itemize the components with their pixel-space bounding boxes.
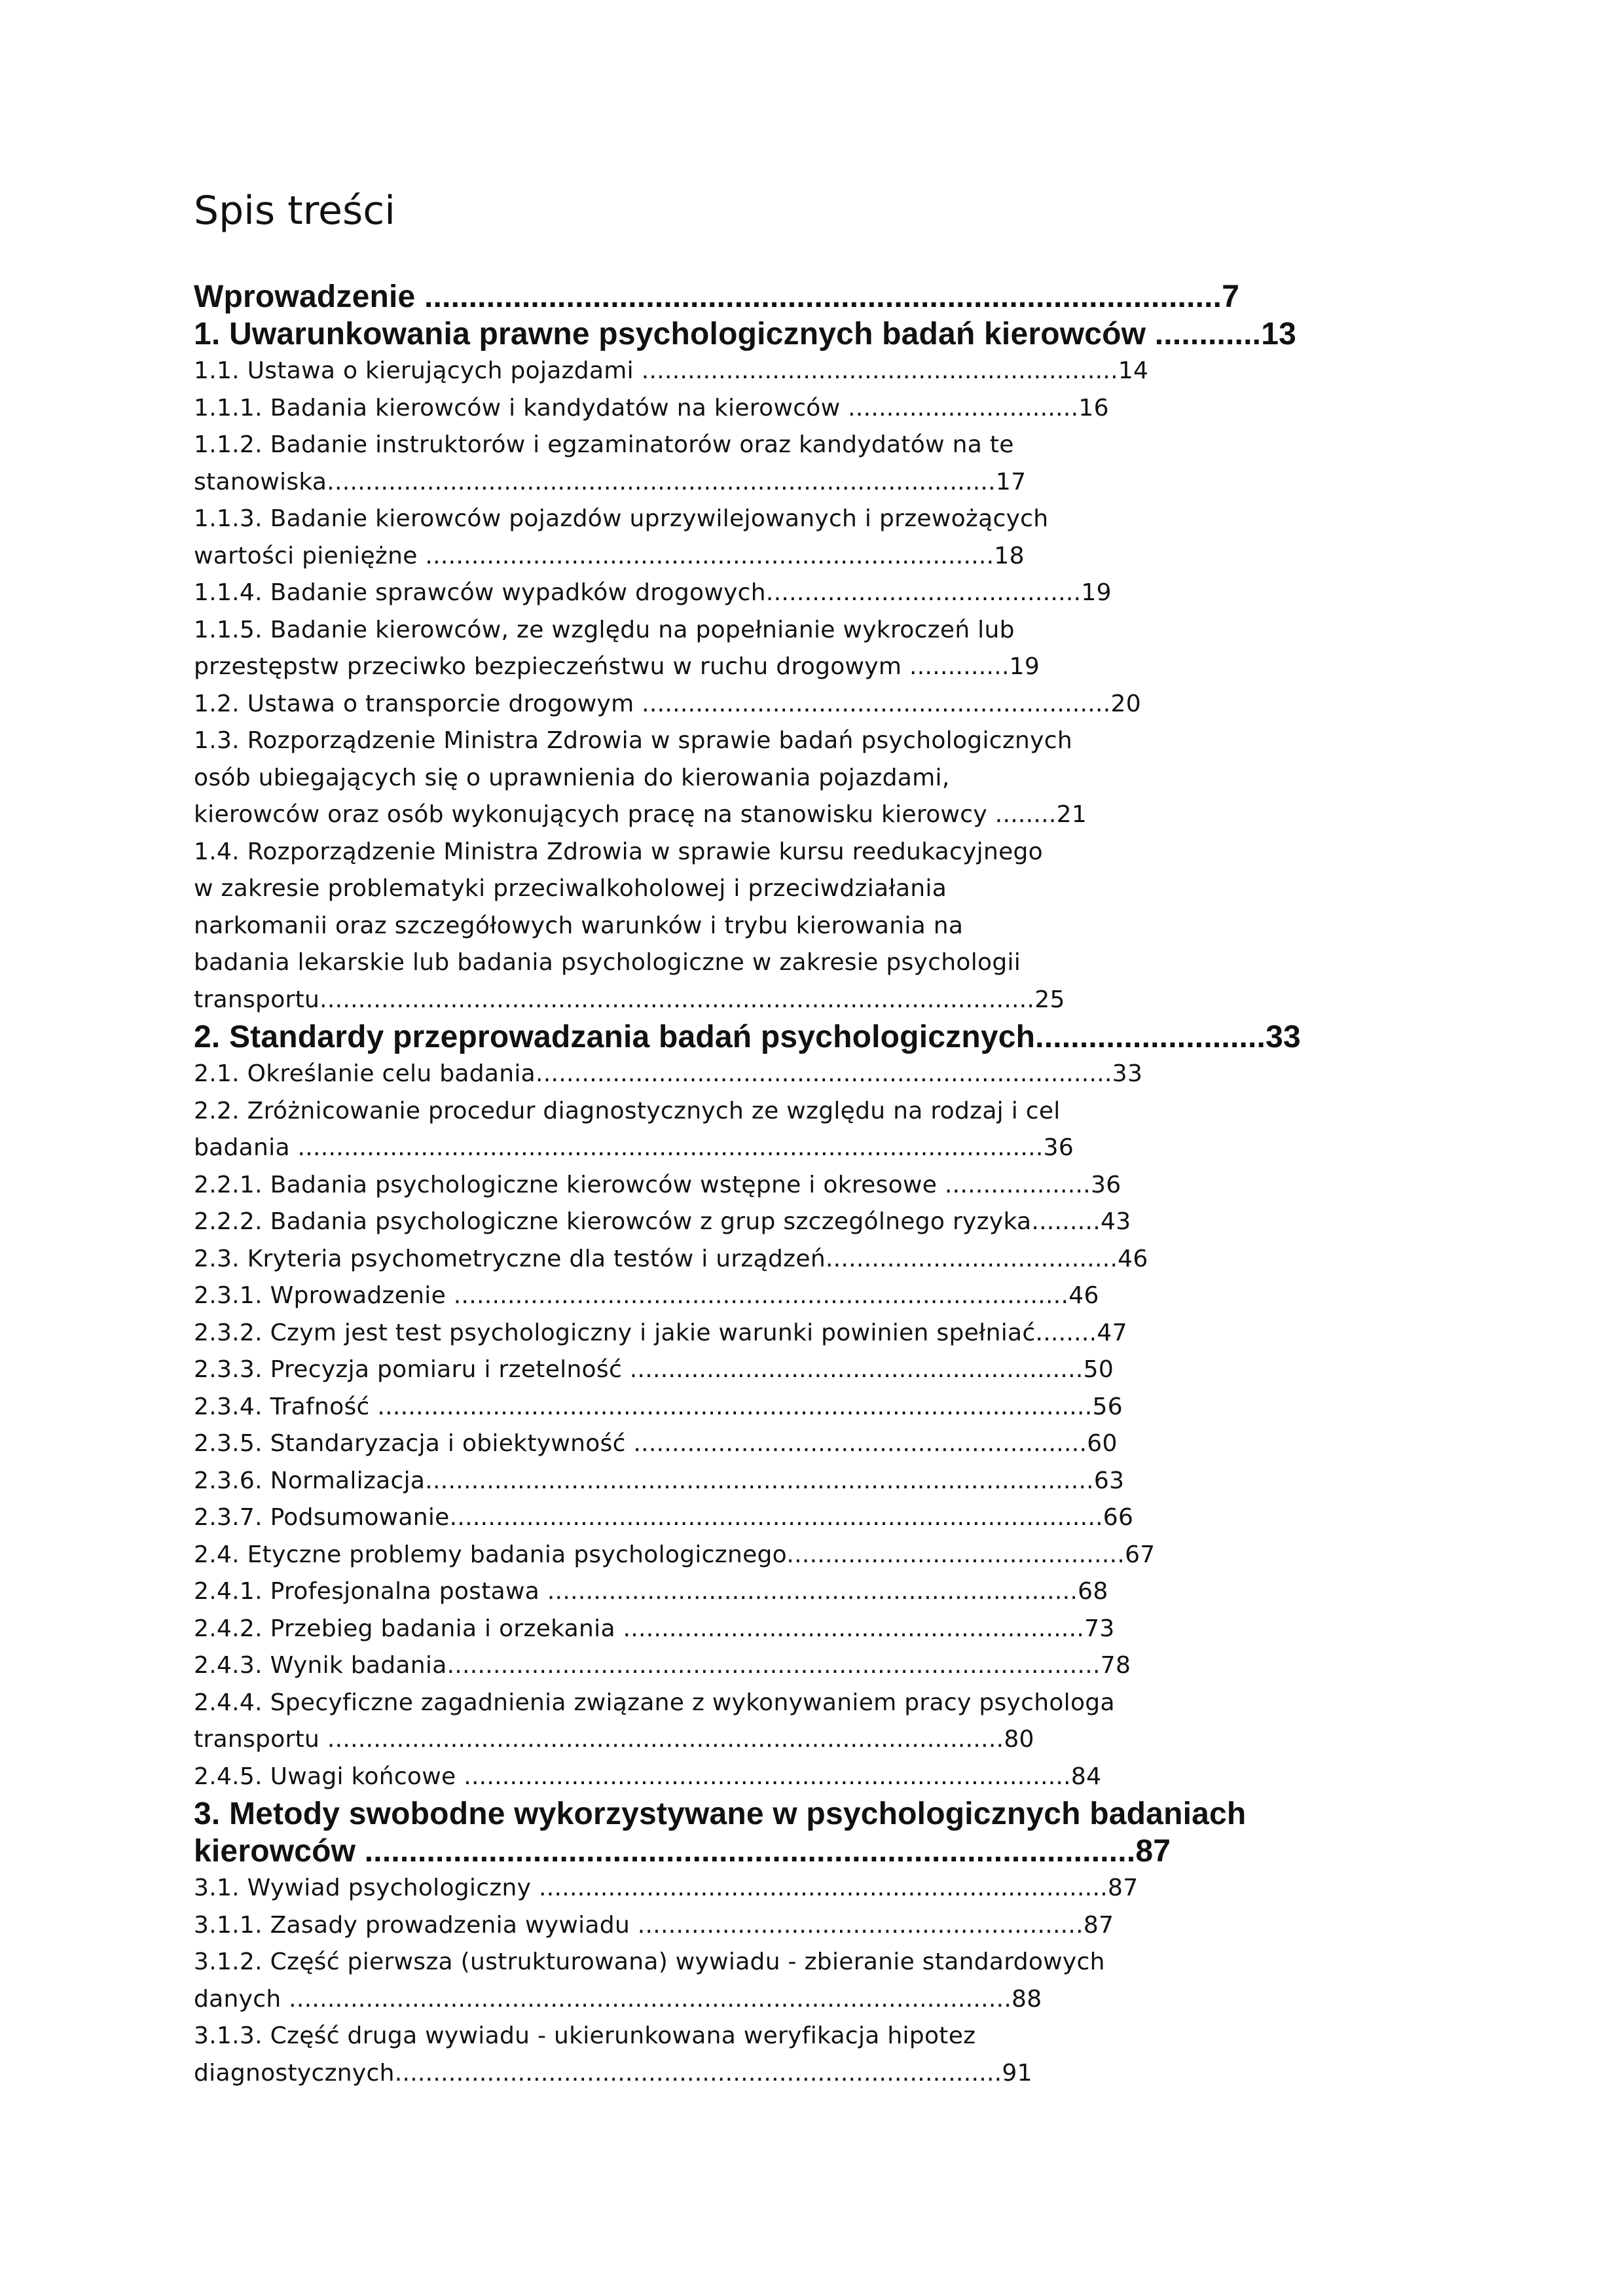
toc-entry-line: 2.4.2. Przebieg badania i orzekania ............................................................73 [194,1615,1115,1642]
toc-section-entry [194,1907,1372,1945]
toc-entry-line: 2. Standardy przeprowadzania badań psychologicznych..........................33 [194,1020,1301,1054]
toc-entry-line: 1.1.5. Badanie kierowców, ze względu na popełnianie wykroczeń lub [194,616,1015,643]
toc-section-entry [194,612,1372,686]
toc-entry-line: 3.1.2. Część pierwsza (ustrukturowana) wywiadu - zbieranie standardowych [194,1948,1105,1975]
table-of-contents [194,278,1372,2092]
toc-section-entry [194,427,1372,501]
toc-entry-line: 2.3.2. Czym jest test psychologiczny i jakie warunki powinien spełniać........47 [194,1319,1127,1346]
toc-section-entry [194,1499,1372,1537]
toc-section-entry [194,1463,1372,1500]
toc-entry-line: 2.3.7. Podsumowanie.....................................................................................66 [194,1504,1134,1531]
toc-section-entry [194,1944,1372,2018]
toc-entry-line: 2.4.4. Specyficzne zagadnienia związane z wykonywaniem pracy psychologa [194,1689,1115,1716]
toc-section-entry [194,390,1372,427]
toc-entry-line: transportu ........................................................................................80 [194,1726,1034,1753]
toc-section-entry [194,353,1372,390]
toc-entry-line: diagnostycznych...............................................................................91 [194,2059,1032,2087]
toc-entry-line: 3.1.3. Część druga wywiadu - ukierunkowana weryfikacja hipotez [194,2022,976,2049]
toc-section-entry [194,1759,1372,1796]
toc-entry-line: 1.4. Rozporządzenie Ministra Zdrowia w sprawie kursu reedukacyjnego [194,838,1044,865]
toc-section-entry [194,2018,1372,2092]
toc-entry-line: wartości pieniężne ..........................................................................18 [194,542,1025,569]
toc-entry-line: 3.1. Wywiad psychologiczny ..........................................................................87 [194,1874,1139,1901]
toc-entry-line: badania lekarskie lub badania psychologiczne w zakresie psychologii [194,949,1021,976]
toc-section-entry [194,1204,1372,1241]
toc-entry-line: 1.3. Rozporządzenie Ministra Zdrowia w sprawie badań psychologicznych [194,727,1072,754]
toc-section-entry [194,575,1372,612]
toc-section-entry [194,1870,1372,1907]
toc-chapter-entry [194,278,1372,315]
toc-entry-line: 2.2.1. Badania psychologiczne kierowców wstępne i okresowe ...................36 [194,1171,1122,1198]
toc-entry-line: 2.3.3. Precyzja pomiaru i rzetelność ...........................................................50 [194,1356,1114,1383]
toc-entry-line: 1.1.4. Badanie sprawców wypadków drogowych.........................................19 [194,579,1112,606]
toc-entry-line: 2.3.6. Normalizacja.......................................................................................63 [194,1467,1125,1494]
toc-title: Spis treści [194,188,395,234]
toc-section-entry [194,1389,1372,1426]
toc-entry-line: przestępstw przeciwko bezpieczeństwu w ruchu drogowym .............19 [194,653,1040,680]
toc-entry-line: 2.2. Zróżnicowanie procedur diagnostycznych ze względu na rodzaj i cel [194,1097,1061,1124]
toc-section-entry [194,1352,1372,1389]
toc-section-entry [194,834,1372,1019]
toc-section-entry [194,1093,1372,1167]
toc-entry-line: 1. Uwarunkowania prawne psychologicznych badań kierowców ............13 [194,317,1296,351]
toc-chapter-entry [194,1018,1372,1056]
toc-entry-line: 2.2.2. Badania psychologiczne kierowców z grup szczególnego ryzyka.........43 [194,1208,1131,1235]
toc-entry-line: 2.3.5. Standaryzacja i obiektywność ...........................................................60 [194,1430,1118,1457]
toc-entry-line: Wprowadzenie ..........................................................................................7 [194,279,1240,314]
toc-section-entry [194,1685,1372,1759]
toc-section-entry [194,501,1372,575]
toc-entry-line: 2.4.3. Wynik badania.....................................................................................78 [194,1652,1131,1679]
toc-entry-line: kierowców .......................................................................................87 [194,1834,1171,1869]
toc-section-entry [194,1056,1372,1093]
toc-entry-line: 1.1. Ustawa o kierujących pojazdami ..............................................................14 [194,357,1149,384]
toc-entry-line: narkomanii oraz szczegółowych warunków i trybu kierowania na [194,912,964,939]
toc-entry-line: kierowców oraz osób wykonujących pracę na stanowisku kierowcy ........21 [194,801,1087,828]
toc-section-entry [194,1647,1372,1685]
toc-entry-line: danych ..............................................................................................88 [194,1985,1042,2013]
toc-chapter-entry [194,1795,1372,1870]
toc-section-entry [194,1167,1372,1204]
toc-entry-line: 2.3. Kryteria psychometryczne dla testów i urządzeń......................................46 [194,1245,1148,1272]
toc-entry-line: 1.2. Ustawa o transporcie drogowym .............................................................20 [194,690,1141,717]
toc-entry-line: 2.4.1. Profesjonalna postawa .....................................................................68 [194,1578,1108,1605]
toc-entry-line: 2.4. Etyczne problemy badania psychologicznego............................................67 [194,1541,1156,1568]
toc-section-entry [194,1241,1372,1278]
toc-section-entry [194,1315,1372,1352]
toc-entry-line: 2.1. Określanie celu badania...........................................................................33 [194,1060,1143,1087]
toc-entry-line: badania .................................................................................................36 [194,1134,1074,1161]
toc-section-entry [194,1426,1372,1463]
toc-entry-line: w zakresie problematyki przeciwalkoholowej i przeciwdziałania [194,875,947,902]
toc-section-entry [194,1611,1372,1648]
toc-section-entry [194,686,1372,723]
toc-entry-line: 3. Metody swobodne wykorzystywane w psychologicznych badaniach [194,1797,1247,1831]
toc-section-entry [194,1573,1372,1611]
toc-entry-line: transportu.............................................................................................25 [194,986,1065,1013]
toc-entry-line: osób ubiegających się o uprawnienia do kierowania pojazdami, [194,764,950,791]
toc-entry-line: 2.4.5. Uwagi końcowe ...............................................................................84 [194,1763,1102,1790]
toc-entry-line: 1.1.1. Badania kierowców i kandydatów na kierowców ..............................16 [194,394,1109,422]
toc-entry-line: 1.1.3. Badanie kierowców pojazdów uprzywilejowanych i przewożących [194,505,1049,532]
toc-chapter-entry [194,315,1372,353]
toc-entry-line: 3.1.1. Zasady prowadzenia wywiadu ..........................................................87 [194,1911,1114,1939]
toc-section-entry [194,1278,1372,1315]
toc-entry-line: 2.3.4. Trafność .............................................................................................56 [194,1393,1123,1420]
toc-entry-line: stanowiska.......................................................................................17 [194,468,1027,495]
toc-entry-line: 1.1.2. Badanie instruktorów i egzaminatorów oraz kandydatów na te [194,431,1014,458]
toc-section-entry [194,723,1372,834]
toc-section-entry [194,1537,1372,1574]
toc-entry-line: 2.3.1. Wprowadzenie ................................................................................46 [194,1282,1099,1309]
